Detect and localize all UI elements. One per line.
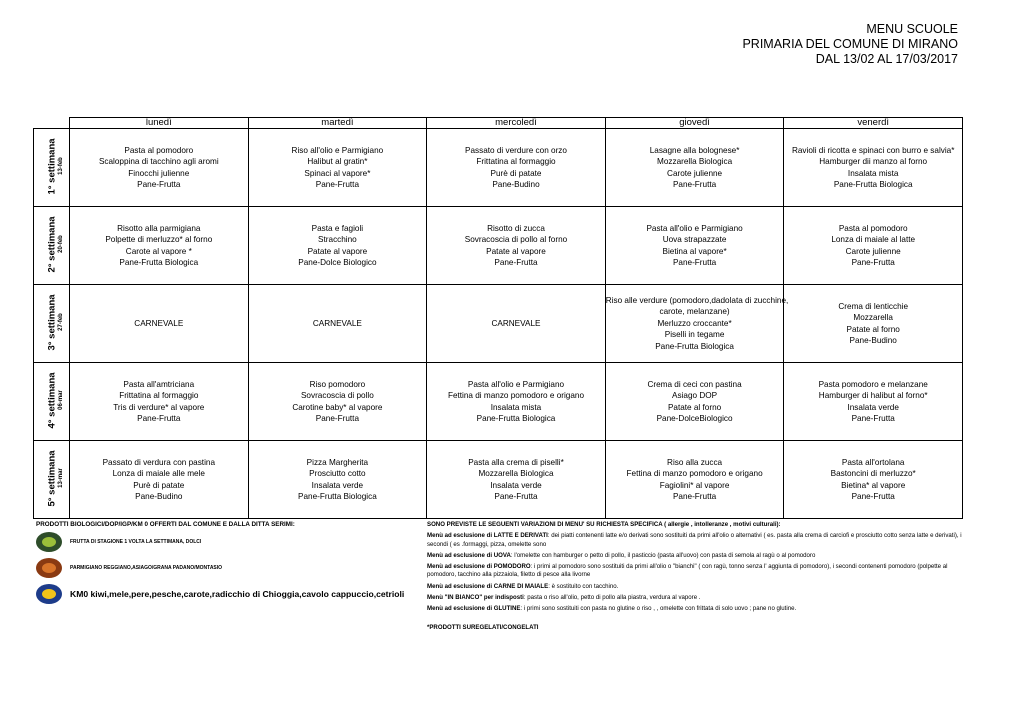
legend-text: FRUTTA DI STAGIONE 1 VOLTA LA SETTIMANA, DOLCI — [70, 539, 202, 545]
meal-item: Crema di ceci con pastina — [647, 379, 742, 389]
week-date: 06-mar — [58, 390, 64, 410]
variation-note — [427, 552, 962, 560]
variation-note-body: : l'omelette con hamburger o petto di pollo, il pasticcio (pasta all'uovo) con pasta di semola al ragù o al pomodoro — [510, 551, 816, 559]
variation-note — [427, 594, 962, 602]
meal-item: Lasagne alla bolognese* — [649, 145, 740, 155]
day-header: martedì — [248, 118, 427, 129]
meal-item: Carote al vapore * — [125, 246, 192, 256]
meal-cell — [784, 207, 963, 285]
variation-note-body: : pasta o riso all'olio, petto di pollo alla piastra, verdura al vapore . — [523, 594, 701, 602]
meal-cell — [248, 207, 427, 285]
meal-item: Crema di lenticchie — [838, 301, 908, 311]
header-school: PRIMARIA DEL COMUNE DI MIRANO — [742, 37, 958, 51]
variation-note-head: Menù "IN BIANCO" per indisposti — [427, 594, 524, 602]
meal-item: Frittatina al formaggio — [119, 391, 199, 400]
meal-cell — [784, 363, 963, 441]
variation-note-head: Menù ad esclusione di GLUTINE — [427, 605, 521, 613]
meal-item: Pane-Frutta Biologica — [655, 341, 734, 351]
meal-cell — [248, 441, 427, 519]
meal-item: Pane-Frutta — [137, 180, 181, 189]
variation-note-body: : dei piatti contenenti latte e/o derivati sono sostituiti da primi all'olio o alternativi ( es. pasta alla crema di carciofi e prosciutto cotto senza latte e derivati), i secondi ( es .formaggi, pizza, omelette sono — [427, 532, 962, 548]
meal-cell — [605, 441, 784, 519]
meal-item: Fettina di manzo pomodoro e origano — [626, 469, 763, 478]
meal-item: Pizza Margherita — [306, 457, 369, 467]
variation-note-head: Menù ad esclusione di CARNE DI MAIALE — [427, 582, 549, 590]
variation-note — [427, 583, 962, 591]
week-row — [34, 207, 963, 285]
week-row — [34, 441, 963, 519]
meal-cell — [248, 129, 427, 207]
meal-item: Pane-Frutta — [494, 258, 538, 267]
week-date: 27-feb — [58, 313, 64, 331]
meal-item: CARNEVALE — [491, 318, 541, 328]
week-date: 13-mar — [58, 468, 64, 488]
meal-item: Mozzarella — [853, 313, 893, 322]
meal-item: Insalata verde — [847, 402, 899, 412]
meal-cell — [70, 441, 249, 519]
menu-variations-notes — [427, 521, 962, 635]
legend-item — [36, 556, 416, 580]
variation-note-head: Menù ad esclusione di UOVA — [427, 551, 511, 559]
meal-item: Fettina di manzo pomodoro e origano — [447, 391, 585, 400]
week-label-cell — [34, 285, 70, 363]
week-row — [34, 129, 963, 207]
meal-item: Mozzarella Biologica — [478, 469, 554, 478]
meal-item: Pane-Frutta Biologica — [833, 180, 913, 189]
meal-cell — [427, 363, 606, 441]
meal-item: Halibut al gratin* — [307, 157, 368, 166]
meal-item: Pane-Budino — [492, 180, 540, 189]
meal-item: Pane-Frutta — [315, 414, 359, 423]
variation-note-body: : i primi al pomodoro sono sostituiti da primi all'olio o "bianchi" ( con ragù, tonno senza l' aggiunta di pomodoro), i secondi contenenti pomodoro (polpette al pomodoro, tacchino alla pizzaiola, filetto di pesce alla livorne — [427, 563, 948, 579]
meal-item: Scaloppina di tacchino agli aromi — [98, 157, 219, 166]
legend-text: PARMIGIANO REGGIANO,ASIAGO/GRANA PADANO/MONTASIO — [70, 565, 223, 571]
meal-item: Risotto di zucca — [487, 223, 545, 233]
variation-note-head: Menù ad esclusione di POMODORO — [427, 563, 531, 571]
meal-item: Piselli in tegame — [664, 330, 725, 340]
meal-item: Insalata mista — [847, 168, 899, 178]
legend-text: KM0 kiwi,mele,pere,pesche,carote,radicchio di Chioggia,cavolo cappuccio,cetrioli — [70, 589, 405, 599]
week-label-cell — [34, 441, 70, 519]
meal-cell — [427, 129, 606, 207]
meal-item: Riso pomodoro — [309, 379, 366, 389]
day-header-row — [34, 118, 963, 129]
meal-item: Fagiolini* al vapore — [659, 480, 730, 490]
meal-item: Pane-DolceBiologico — [656, 414, 733, 423]
meal-item: Sovracoscia di pollo — [300, 391, 374, 400]
meal-cell — [427, 441, 606, 519]
meal-item: Pasta al pomodoro — [838, 223, 908, 233]
meal-item: Pane-Frutta — [672, 492, 717, 501]
meal-item: Pasta all'olio e Parmigiano — [646, 223, 743, 233]
organic-leaf-icon — [36, 532, 62, 552]
dop-seal-icon — [36, 558, 62, 578]
variation-note-body: : è sostituito con tacchino. — [548, 582, 619, 590]
meal-item: Pane-Frutta — [672, 180, 717, 189]
header-title: MENU SCUOLE — [866, 22, 958, 36]
meal-item: Pasta e fagioli — [311, 223, 364, 233]
notes-intro: SONO PREVISTE LE SEGUENTI VARIAZIONI DI MENU' SU RICHIESTA SPECIFICA ( allergie , intolleranze , motivi culturali): — [427, 521, 781, 528]
meal-item: Passato di verdura con pastina — [102, 457, 215, 467]
variation-note-head: Menù ad esclusione di LATTE E DERIVATI — [427, 532, 548, 540]
meal-cell — [784, 285, 963, 363]
meal-item: Prosciutto cotto — [309, 469, 366, 478]
meal-item: Frittatina al formaggio — [476, 157, 556, 166]
meal-item: Hamburger dii manzo al forno — [819, 157, 928, 166]
meal-item: Spinaci al vapore* — [304, 168, 371, 178]
meal-item: Hamburger di halibut al forno* — [818, 391, 928, 400]
meal-cell — [605, 363, 784, 441]
meal-item: Pasta alla crema di piselli* — [468, 457, 564, 467]
meal-item: Riso alle verdure (pomodoro,dadolata di zucchine, — [605, 295, 789, 305]
week-label: 4° settimana — [46, 372, 58, 429]
meal-item: Pasta all'olio e Parmigiano — [467, 379, 565, 389]
meal-item: Mozzarella Biologica — [657, 157, 733, 166]
meal-item: Bastoncini di merluzzo* — [830, 469, 916, 478]
week-row — [34, 363, 963, 441]
meal-item: Ravioli di ricotta e spinaci con burro e salvia* — [791, 145, 955, 155]
meal-item: Carote julienne — [845, 246, 901, 256]
header-period: DAL 13/02 AL 17/03/2017 — [815, 52, 958, 66]
meal-item: Pasta pomodoro e melanzane — [818, 379, 928, 389]
meal-item: Pasta al pomodoro — [124, 145, 194, 155]
meal-item: Carotine baby* al vapore — [292, 402, 383, 412]
meal-item: Pane-Frutta Biologica — [476, 414, 556, 423]
week-label-cell — [34, 363, 70, 441]
meal-item: Pane-Frutta — [851, 414, 895, 423]
week-label: 5° settimana — [46, 450, 58, 507]
meal-item: Pasta all'amtriciana — [123, 379, 195, 389]
meal-item: CARNEVALE — [312, 318, 362, 328]
meal-cell — [70, 207, 249, 285]
meal-item: Riso all'olio e Parmigiano — [291, 145, 384, 155]
meal-cell — [784, 129, 963, 207]
meal-item: Stracchino — [318, 235, 357, 244]
meal-cell — [70, 285, 249, 363]
meal-cell — [70, 363, 249, 441]
meal-item: CARNEVALE — [134, 318, 184, 328]
meal-item: Tris di verdure* al vapore — [113, 402, 205, 412]
meal-item: Risotto alla parmigiana — [117, 223, 201, 233]
meal-item: Patate al forno — [667, 402, 722, 412]
meal-item: Polpette di merluzzo* al forno — [105, 235, 213, 244]
variation-note — [427, 605, 962, 613]
meal-item: Pane-Dolce Biologico — [298, 258, 377, 267]
meal-item: Patate al forno — [846, 324, 900, 334]
meal-item: Uova strapazzate — [662, 235, 727, 244]
meal-item: Pane-Frutta Biologica — [119, 258, 199, 267]
week-label: 1° settimana — [46, 138, 58, 195]
meal-cell — [605, 129, 784, 207]
notes-footer: *PRODOTTI SUREGELATI/CONGELATI — [427, 623, 539, 631]
meal-item: Insalata verde — [311, 480, 364, 490]
meal-item: Asiago DOP — [672, 391, 718, 400]
meal-cell — [248, 285, 427, 363]
menu-table — [33, 117, 963, 519]
legend-title: PRODOTTI BIOLOGICI/DOP/IGP/KM 0 OFFERTI DAL COMUNE E DALLA DITTA SERIMI: — [36, 521, 295, 528]
meal-item: Pane-Budino — [135, 492, 183, 501]
meal-item: Pane-Frutta — [315, 180, 359, 189]
meal-item: Insalata verde — [490, 480, 542, 490]
meal-item: Purè di patate — [133, 480, 185, 490]
meal-item: Pane-Frutta — [137, 414, 181, 423]
meal-item: Bietina* al vapore — [841, 480, 906, 490]
meal-cell — [70, 129, 249, 207]
document-header — [742, 22, 958, 67]
meal-item: Pane-Budino — [849, 336, 897, 345]
week-row — [34, 285, 963, 363]
legend — [36, 521, 416, 606]
meal-item: Carote julienne — [667, 168, 723, 178]
meal-item: Merluzzo croccante* — [657, 318, 732, 328]
week-label-cell — [34, 129, 70, 207]
meal-item: Patate al vapore — [307, 246, 368, 256]
meal-item: Patate al vapore — [486, 246, 546, 256]
meal-cell — [605, 207, 784, 285]
meal-item: Lonza di maiale alle mele — [112, 469, 205, 478]
day-header: giovedì — [605, 118, 784, 129]
day-header: mercoledì — [427, 118, 606, 129]
meal-item: Riso alla zucca — [667, 457, 723, 467]
variation-note — [427, 563, 962, 580]
week-label: 3° settimana — [46, 294, 58, 351]
day-header: venerdì — [784, 118, 963, 129]
legend-item — [36, 582, 416, 606]
meal-item: Lonza di maiale al latte — [831, 235, 916, 244]
meal-item: Insalata mista — [490, 402, 542, 412]
meal-item: Purè di patate — [490, 168, 542, 178]
meal-item: Pane-Frutta — [494, 492, 538, 501]
meal-cell — [605, 285, 789, 363]
week-date: 20-feb — [58, 235, 64, 253]
meal-item: Pasta all'ortolana — [841, 457, 905, 467]
legend-item — [36, 530, 416, 554]
meal-item: Pane-Frutta — [672, 258, 717, 267]
meal-item: Finocchi julienne — [128, 168, 190, 178]
meal-item: Sovracoscia di pollo al forno — [464, 235, 568, 244]
week-label: 2° settimana — [46, 216, 58, 273]
meal-cell — [784, 441, 963, 519]
day-header: lunedì — [70, 118, 249, 129]
meal-item: Bietina al vapore* — [662, 246, 727, 256]
meal-item: Pane-Frutta Biologica — [298, 492, 377, 501]
week-label-cell — [34, 207, 70, 285]
igp-seal-icon — [36, 584, 62, 604]
variation-note-body: : i primi sono sostituiti con pasta no glutine o riso , , omelette con frittata di solo uovo ; pane no glutine. — [520, 605, 797, 613]
variation-note — [427, 532, 962, 549]
meal-cell — [427, 285, 606, 363]
meal-item: carote, melanzane) — [659, 307, 730, 317]
meal-cell — [248, 363, 427, 441]
week-date: 13-feb — [58, 157, 64, 175]
meal-item: Pane-Frutta — [851, 258, 895, 267]
meal-item: Passato di verdure con orzo — [465, 145, 567, 155]
meal-cell — [427, 207, 606, 285]
meal-item: Pane-Frutta — [851, 492, 895, 501]
